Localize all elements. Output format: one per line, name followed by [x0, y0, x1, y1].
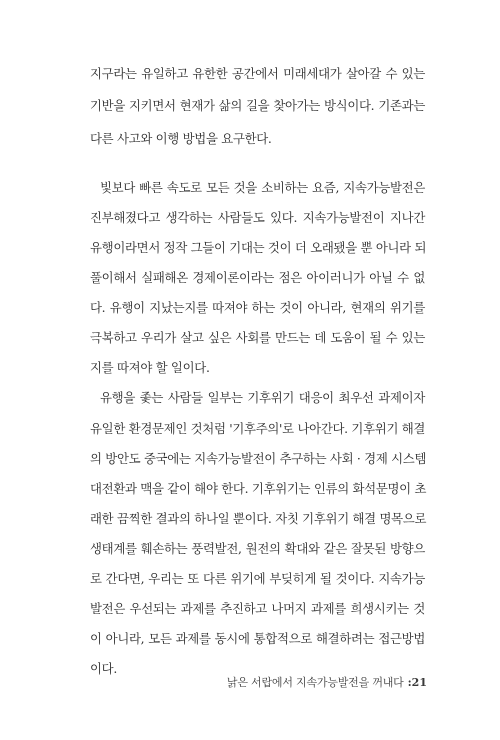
body-text-line: 생태계를 훼손하는 풍력발전, 원전의 확대와 같은 잘못된 방향으: [90, 541, 425, 556]
body-text-line: 이 아니라, 모든 과제를 동시에 통합적으로 해결하려는 접근방법: [90, 631, 425, 646]
body-text-line: 지를 따져야 할 일이다.: [90, 360, 210, 375]
body-text-line: 발전은 우선되는 과제를 추진하고 나머지 과제를 희생시키는 것: [90, 601, 425, 616]
body-text-line: 이다.: [90, 661, 117, 676]
body-text-line: 대전환과 맥을 같이 해야 한다. 기후위기는 인류의 화석문명이 초: [90, 481, 427, 496]
body-text-line: 빛보다 빠른 속도로 모든 것을 소비하는 요즘, 지속가능발전은: [100, 180, 425, 195]
body-text-line: 지구라는 유일하고 유한한 공간에서 미래세대가 살아갈 수 있는: [90, 66, 425, 81]
body-text-line: 다른 사고와 이행 방법을 요구한다.: [90, 131, 272, 146]
body-text-line: 진부해졌다고 생각하는 사람들도 있다. 지속가능발전이 지나간: [90, 210, 425, 225]
book-title: 낡은 서랍에서 지속가능발전을 꺼내다: [226, 676, 404, 689]
body-text-line: 극복하고 우리가 살고 싶은 사회를 만드는 데 도움이 될 수 있는: [90, 330, 425, 345]
page-number: :21: [407, 676, 427, 689]
body-text-line: 풀이해서 실패해온 경제이론이라는 점은 아이러니가 아닐 수 없: [90, 270, 425, 285]
body-text-line: 의 방안도 중국에는 지속가능발전이 추구하는 사회 · 경제 시스템: [90, 451, 427, 466]
body-text-line: 로 간다면, 우리는 또 다른 위기에 부딪히게 될 것이다. 지속가능: [90, 571, 425, 586]
body-text-line: 래한 끔찍한 결과의 하나일 뿐이다. 자칫 기후위기 해결 명목으로: [90, 511, 427, 526]
body-text-line: 유일한 환경문제인 것처럼 '기후주의'로 나아간다. 기후위기 해결: [90, 421, 426, 436]
page-footer: [0, 676, 427, 690]
body-text-line: 다. 유행이 지났는지를 따져야 하는 것이 아니라, 현재의 위기를: [90, 300, 425, 315]
body-text-line: 유행이라면서 정작 그들이 기대는 것이 더 오래됐을 뿐 아니라 되: [90, 240, 427, 255]
body-text-line: 유행을 좇는 사람들 일부는 기후위기 대응이 최우선 과제이자: [100, 390, 425, 405]
body-text-line: 기반을 지키면서 현재가 삶의 길을 찾아가는 방식이다. 기존과는: [90, 98, 425, 113]
